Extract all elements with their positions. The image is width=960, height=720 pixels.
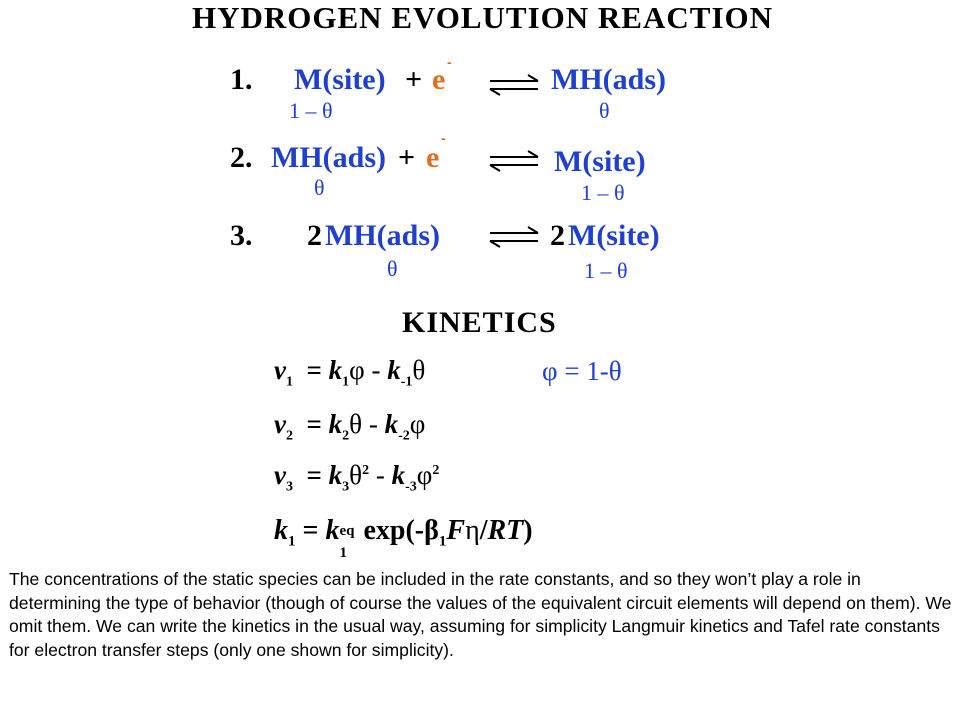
reaction-1-product-coverage: θ <box>599 98 610 123</box>
kinetics-heading: KINETICS <box>402 306 557 339</box>
reaction-2-electron: e <box>426 141 440 174</box>
reaction-3-reactant-coverage: θ <box>387 256 398 281</box>
page-title: HYDROGEN EVOLUTION REACTION <box>192 0 774 35</box>
reaction-2-number: 2. <box>230 141 253 174</box>
rate-constant-equation: $k_1 = k$ eq 1 $\exp(-\beta_1F\eta/RT)$ <box>274 515 533 561</box>
reaction-2-reactant-coverage: θ <box>314 175 325 200</box>
rate-equation-2: $v_2 = k_2\theta - k_{-2}\varphi$ <box>274 409 426 444</box>
reaction-2-electron-charge: - <box>441 130 446 146</box>
reaction-2-product-coverage: 1 – θ <box>581 180 625 205</box>
reaction-1-product: MH(ads) <box>551 63 666 96</box>
reaction-2-reactant: MH(ads) <box>271 141 386 174</box>
equilibrium-arrow-icon <box>488 74 540 96</box>
explanation-paragraph: The concentrations of the static species can be included in the rate constants, and so they won’t play a role in determining the type of behavior (though of course the values of the equivalent circuit elements will depend on them). We omit them. We can write the kinetics in the usual way, assuming for simplicity Langmuir kinetics and Tafel rate constants for electron transfer steps (only one shown for simplicity). <box>9 569 952 660</box>
reaction-3-number: 3. <box>230 219 253 252</box>
reaction-3-reactant-coefficient: 2 <box>307 219 322 252</box>
reaction-2-plus: + <box>398 141 416 174</box>
reaction-3-reactant: MH(ads) <box>325 219 440 252</box>
phi-definition: φ = 1-θ <box>542 356 622 386</box>
reaction-1-reactant-coverage: 1 – θ <box>289 98 333 123</box>
reaction-1-plus: + <box>405 63 423 96</box>
reaction-1-electron: e <box>432 63 446 96</box>
equilibrium-arrow-icon <box>488 226 540 248</box>
reaction-1-reactant: M(site) <box>294 63 386 96</box>
reaction-3-product: M(site) <box>568 219 660 252</box>
reaction-2-product: M(site) <box>554 145 646 178</box>
reaction-1-number: 1. <box>230 63 253 96</box>
reaction-1-electron-charge: - <box>447 54 452 70</box>
rate-equation-1: $v_1 = k_1\varphi - k_{-1}\theta$ <box>274 355 426 390</box>
equilibrium-arrow-icon <box>488 150 540 172</box>
reaction-3-product-coverage: 1 – θ <box>584 258 628 283</box>
rate-equation-3: $v_3 = k_3\theta^2 - k_{-3}\varphi^2$ <box>274 460 440 495</box>
reaction-3-product-coefficient: 2 <box>550 219 565 252</box>
